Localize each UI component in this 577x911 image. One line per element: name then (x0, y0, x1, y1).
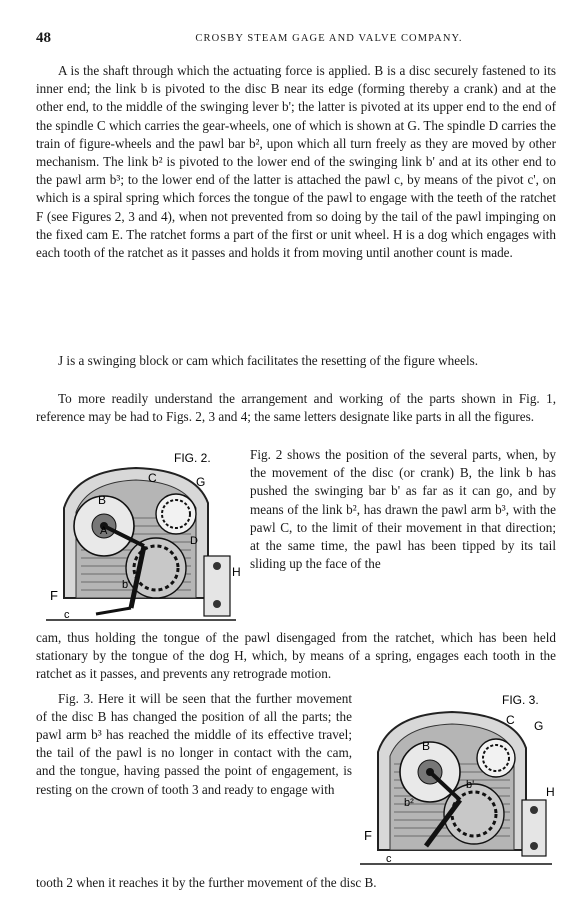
paragraph-figures-reference: To more readily understand the arrangement and working of the parts shown in Fig. 1, reference may be had to Figs. 2, 3 and 4; the same letters designate like parts in all the figures. (36, 391, 556, 425)
fig2-label-g: G (196, 475, 206, 489)
fig3-illustration (356, 690, 556, 872)
fig2-label-b1: b' (122, 579, 131, 591)
fig2-label-a: A (100, 525, 108, 537)
fig3-caption: FIG. 3. (502, 692, 539, 707)
fig3-label-c-pawl: c (386, 852, 392, 865)
fig2-label-c: C (148, 471, 157, 485)
fig3-label-b: B (422, 738, 431, 753)
fig3-label-b2: b² (404, 796, 414, 809)
paragraph-fig2-continued: cam, thus holding the tongue of the pawl disengaged from the ratchet, which has been held stationary by the tongue of the dog H, which, by means of a spring, engages each tooth in the ratchet as it passes, and prevents any retrograde motion. (36, 630, 556, 682)
fig2-illustration (36, 448, 248, 626)
paragraph-fig2: Fig. 2 shows the position of the several parts, when, by the movement of the disc (or crank) B, the link b has pushed the swinging bar b' as far as it can go, and by means of the link b², has drawn the pawl arm b³, with the pawl C, to the limit of their movement in that direction; at the same time, the pawl has been tipped by its tail sliding up the face of the (250, 447, 556, 572)
fig3-label-f: F (364, 827, 372, 843)
fig2-label-b: B (98, 493, 107, 507)
fig3-last-line: tooth 2 when it reaches it by the further movement of the disc B. (36, 874, 377, 890)
paragraph-swinging-block: J is a swinging block or cam which facilitates the resetting of the figure wheels. (58, 353, 479, 368)
fig3-block (36, 690, 556, 905)
fig2-label-h: H (232, 565, 241, 579)
fig2-block (36, 446, 556, 629)
page-number: 48 (36, 30, 51, 46)
page-body (36, 62, 556, 905)
paragraph-shaft-description: A is the shaft through which the actuating force is applied. B is a disc securely fastened to its inner end; the link b is pivoted to the disc B near its edge (forming thereby a crank) and at the other end, to the middle of the swinging lever b'; the latter is pivoted at its upper end to the end of the spindle C which carries the gear-wheels, one of which is shown at G. The spindle D carries the train of figure-wheels and the pawl bar b², upon which all turn freely as they are moved by other mechanism. The link b² is pivoted to the lower end of the swinging link b' and at its other end to the pawl arm b³; to the lower end of the latter is attached the pawl c, by means of the pivot c', on which is a spiral spring which forces the tongue of the pawl to engage with the teeth of the ratchet F (see Figures 2, 3 and 4), when not prevented from so doing by the tail of the pawl impinging on the fixed cam E. The ratchet forms a part of the first or unit wheel. H is a dog which engages with each tooth of the ratchet as it passes and holds it from moving until another count is made. (36, 63, 556, 261)
running-head: CROSBY STEAM GAGE AND VALVE COMPANY. (195, 33, 463, 44)
fig2-label-f: F (50, 588, 58, 603)
page-header (36, 30, 552, 50)
paragraph-fig3: Fig. 3. Here it will be seen that the further movement of the disc B has changed the position of all the parts; the pawl arm b³ has reached the middle of its effective travel; the tail of the pawl is no longer in contact with the cam, and the tongue, having passed the point of engagement, is resting on the crown of tooth 3 and ready to engage with (36, 690, 352, 797)
fig2-text (250, 446, 556, 573)
fig3-label-b1: b' (466, 778, 475, 791)
fig2-label-d: D (190, 535, 198, 547)
fig3-label-c: C (506, 712, 515, 727)
fig3-text (36, 690, 352, 799)
fig2-label-c-pawl: c (64, 609, 70, 621)
fig2-caption: FIG. 2. (174, 451, 211, 465)
fig3-label-g: G (534, 718, 544, 733)
fig3-label-h: H (546, 784, 555, 799)
